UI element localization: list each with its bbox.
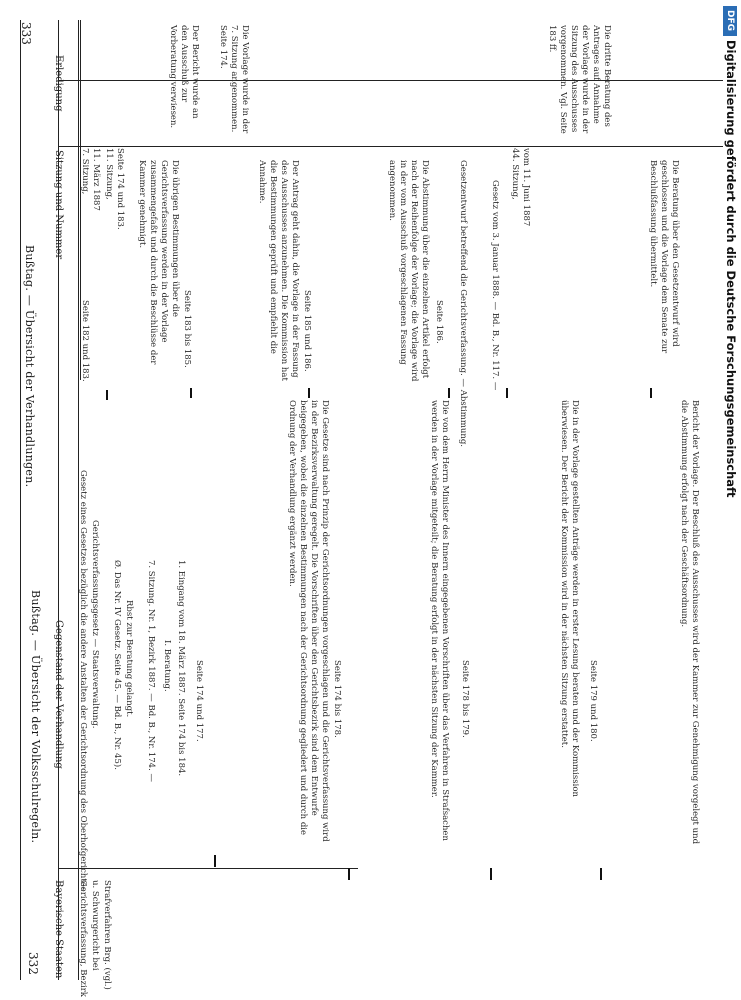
right-subject-line: Gesetzentwurf betreffend die Gerichtsverfassung. — Abstimmung. bbox=[458, 160, 468, 447]
margin-mark bbox=[490, 868, 492, 880]
left-session-line: 1. Eingang vom 18. März 1887. Seite 174 bis 184. bbox=[176, 560, 186, 777]
right-page-ref: Seite 186. bbox=[434, 300, 444, 344]
dfg-credit: Digitalisierung gefördert durch die Deutsche Forschungsgemeinschaft bbox=[724, 40, 738, 498]
right-paragraph: Die Abstimmung über die einzelnen Artikel erfolgt nach der Reihenfolge der Vorlage; die Vorlage wird in der vom Ausschuß vorgeschlagenen Fassung angenommen. bbox=[387, 160, 430, 382]
left-session-line: 7. Sitzung. Nr. 1, Bezirk 1887. — Bd. B., Nr. 174. — bbox=[146, 560, 156, 782]
left-side-entry: Gerichtsverfassung, Bezirk bbox=[78, 880, 88, 997]
margin-mark bbox=[106, 390, 108, 400]
left-heading-line: Gerichtsverfassungsgesetz — Staatsverwaltung. bbox=[90, 520, 100, 729]
right-date-line: 44. Sitzung, bbox=[510, 148, 520, 200]
left-side-entry: u. Schwurgericht bei bbox=[90, 880, 100, 971]
margin-mark bbox=[600, 868, 602, 880]
left-paragraph: Die in der Vorlage gestellten Anträge werden in erster Lesung beraten und der Kommission überwiesen. Der Bericht der Kommission wird in der nächsten Sitzung erstattet. bbox=[559, 400, 580, 797]
left-column-divider bbox=[58, 868, 358, 869]
left-heading-line: Gesetz eines Gesetzes bezüglich die andere Anstalten der Gerichtsordnung des Oberhofgerichtes bbox=[78, 470, 88, 892]
dfg-logo: DFG bbox=[723, 6, 737, 36]
right-page-ref: Seite 182 und 183. bbox=[80, 300, 90, 382]
left-col1-heading: Bayerische Staaten bbox=[53, 880, 64, 979]
margin-mark bbox=[214, 855, 216, 867]
left-reference-line: Rbst zur Beratung gelangt. bbox=[124, 600, 134, 718]
right-date-line: vom 11. Juni 1887 bbox=[521, 148, 531, 227]
margin-mark bbox=[190, 388, 192, 398]
right-remark: Der Bericht wurde an den Ausschuß zur Vorberatung verwiesen. bbox=[168, 25, 200, 129]
right-page-number: 333 bbox=[19, 22, 33, 45]
left-border-rule bbox=[20, 20, 21, 980]
margin-mark bbox=[448, 388, 450, 398]
margin-mark bbox=[348, 868, 350, 880]
right-column-divider bbox=[58, 80, 728, 81]
left-page-number: 332 bbox=[26, 952, 40, 975]
right-reference-line: Gesetz vom 3. Januar 1888. — Bd. B., Nr. 117. — bbox=[490, 180, 500, 391]
right-page-ref: Seite 183 bis 185. bbox=[182, 290, 192, 368]
right-col1-heading: Sitzung und Nummer bbox=[53, 150, 64, 260]
left-paragraph: Bericht der Vorlage. Der Beschluß des Ausschusses wird der Kammer zur Genehmigung vorgelegt und die Abstimmung erfolgt nach der Geschäftsordnung. bbox=[679, 400, 700, 845]
left-running-head: Bußtag. — Übersicht der Volksschulregeln. bbox=[29, 590, 42, 844]
left-page-ref: Seite 179 und 180. bbox=[588, 660, 598, 742]
left-paragraph: Die Gesetze sind nach Prinzip der Gerichtsordnungen vorgeschlagen und die Gerichtsverfassung wird in der Bezirksverwaltung geregelt. Die Vorschriften über den Gerichtsbezirk sind dem Entwurfe beigegeben, wobei die einzelnen Bestimmungen nach der Gerichtsordnung gegliedert und durch die Ordnung der Verhandlung ergänzt werden. bbox=[287, 400, 330, 842]
left-col2-heading: Gegenstand der Verhandlung bbox=[53, 620, 64, 769]
right-date-line: 7. Sitzung, bbox=[80, 148, 90, 195]
left-page-ref: Seite 174 bis 178. bbox=[332, 660, 342, 738]
right-page-ref: Seite 185 und 186. bbox=[302, 290, 312, 372]
left-side-entry: Strafverfahren Brg. (vgl.) bbox=[102, 880, 112, 990]
right-col2-heading: Erledigung bbox=[53, 55, 64, 112]
right-paragraph: Die Beratung über den Gesetzentwurf wird geschlossen und die Vorlage dem Senate zur Beschlußfassung übermittelt. bbox=[648, 160, 680, 354]
right-date-line: 11. März 1887 bbox=[91, 148, 101, 211]
left-page-ref: Seite 174 und 177. bbox=[194, 660, 204, 742]
right-paragraph: Der Antrag geht dahin, die Vorlage in der Fassung des Ausschusses anzunehmen. Die Kommission hat die Bestimmungen geprüft und empfiehlt die Annahme. bbox=[257, 160, 300, 381]
right-running-head: Bußtag. — Übersicht der Verhandlungen. bbox=[23, 245, 36, 488]
left-section-title: I. Beratung. bbox=[162, 640, 172, 692]
left-page-ref: Seite 178 bis 179. bbox=[460, 660, 470, 738]
right-column-divider bbox=[58, 146, 728, 147]
left-reference-line: Ø. Das Nr. IV Gesetz. Seite 45. — Bd. B., Nr. 45). bbox=[112, 560, 122, 770]
right-date-line: 11. Sitzung, bbox=[104, 148, 114, 200]
margin-mark bbox=[308, 388, 310, 398]
left-paragraph: Die von dem Herrn Minister des Innern eingegebenen Vorschriften über das Verfahren in Strafsachen werden in der Vorlage mitgeteilt; die Beratung erfolgt in der nächsten Sitzung der Kammer. bbox=[429, 400, 450, 841]
right-remark: Die Vorlage wurde in der 7. Sitzung angenommen. Seite 174. bbox=[218, 25, 250, 134]
right-date-line: Seite 174 und 183. bbox=[115, 148, 125, 230]
right-remark: Die dritte Beratung des Antrages auf Annahme der Vorlage wurde in der Sitzung des Ausschusses vorgenommen. Vgl. Seite 183 ff. bbox=[547, 25, 612, 134]
right-paragraph: Die übrigen Bestimmungen über die Gerichtsverfassung werden in der Vorlage zusammengefaßt und durch die Beschlüsse der Kammer genehmigt. bbox=[137, 160, 180, 365]
margin-mark bbox=[650, 388, 652, 398]
margin-mark bbox=[506, 388, 508, 398]
